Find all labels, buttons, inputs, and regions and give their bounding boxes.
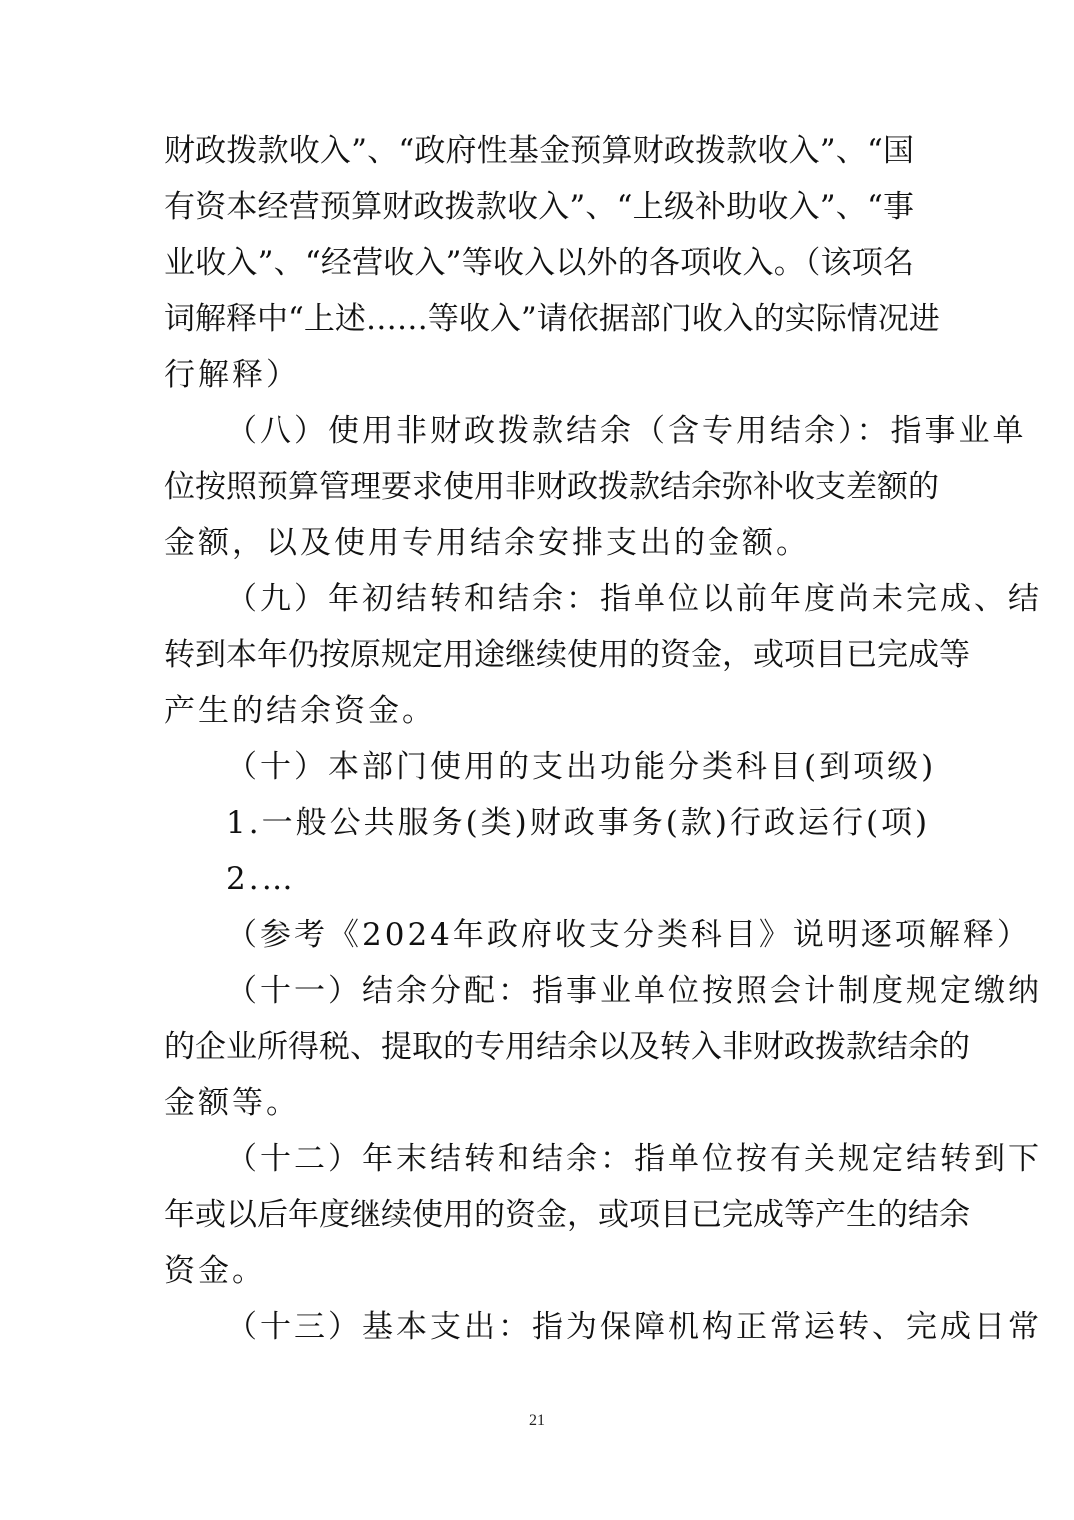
note-line: （参考《2024年政府收支分类科目》说明逐项解释） bbox=[226, 917, 1031, 953]
paragraph-line: 位按照预算管理要求使用非财政拨款结余弥补收支差额的 bbox=[164, 469, 939, 505]
paragraph-line: 财政拨款收入”、“政府性基金预算财政拨款收入”、“国 bbox=[164, 133, 914, 169]
paragraph-line: 金额等。 bbox=[164, 1085, 300, 1121]
page-number: 21 bbox=[529, 1412, 545, 1429]
paragraph-line: 有资本经营预算财政拨款收入”、“上级补助收入”、“事 bbox=[164, 189, 914, 225]
section-heading-line: （十二）年末结转和结余：指单位按有关规定结转到下 bbox=[226, 1141, 1042, 1177]
section-heading-line: （十三）基本支出：指为保障机构正常运转、完成日常 bbox=[226, 1309, 1042, 1345]
paragraph-line: 产生的结余资金。 bbox=[164, 693, 436, 729]
paragraph-line: 业收入”、“经营收入”等收入以外的各项收入。（该项名 bbox=[164, 245, 914, 281]
paragraph-line: 行解释） bbox=[164, 357, 300, 393]
list-item: 2.… bbox=[226, 861, 296, 897]
paragraph-line: 词解释中“上述……等收入”请依据部门收入的实际情况进 bbox=[164, 301, 940, 337]
section-heading-line: （八）使用非财政拨款结余（含专用结余）：指事业单 bbox=[226, 413, 1027, 449]
paragraph-line: 的企业所得税、提取的专用结余以及转入非财政拨款结余的 bbox=[164, 1029, 970, 1065]
section-heading-line: （十）本部门使用的支出功能分类科目(到项级) bbox=[226, 749, 937, 785]
section-heading-line: （十一）结余分配：指事业单位按照会计制度规定缴纳 bbox=[226, 973, 1042, 1009]
paragraph-line: 年或以后年度继续使用的资金，或项目已完成等产生的结余 bbox=[164, 1197, 970, 1233]
paragraph-line: 转到本年仍按原规定用途继续使用的资金，或项目已完成等 bbox=[164, 637, 970, 673]
list-item: 1.一般公共服务(类)财政事务(款)行政运行(项) bbox=[226, 805, 931, 841]
paragraph-line: 资金。 bbox=[164, 1253, 266, 1289]
paragraph-line: 金额，以及使用专用结余安排支出的金额。 bbox=[164, 525, 810, 561]
section-heading-line: （九）年初结转和结余：指单位以前年度尚未完成、结 bbox=[226, 581, 1042, 617]
